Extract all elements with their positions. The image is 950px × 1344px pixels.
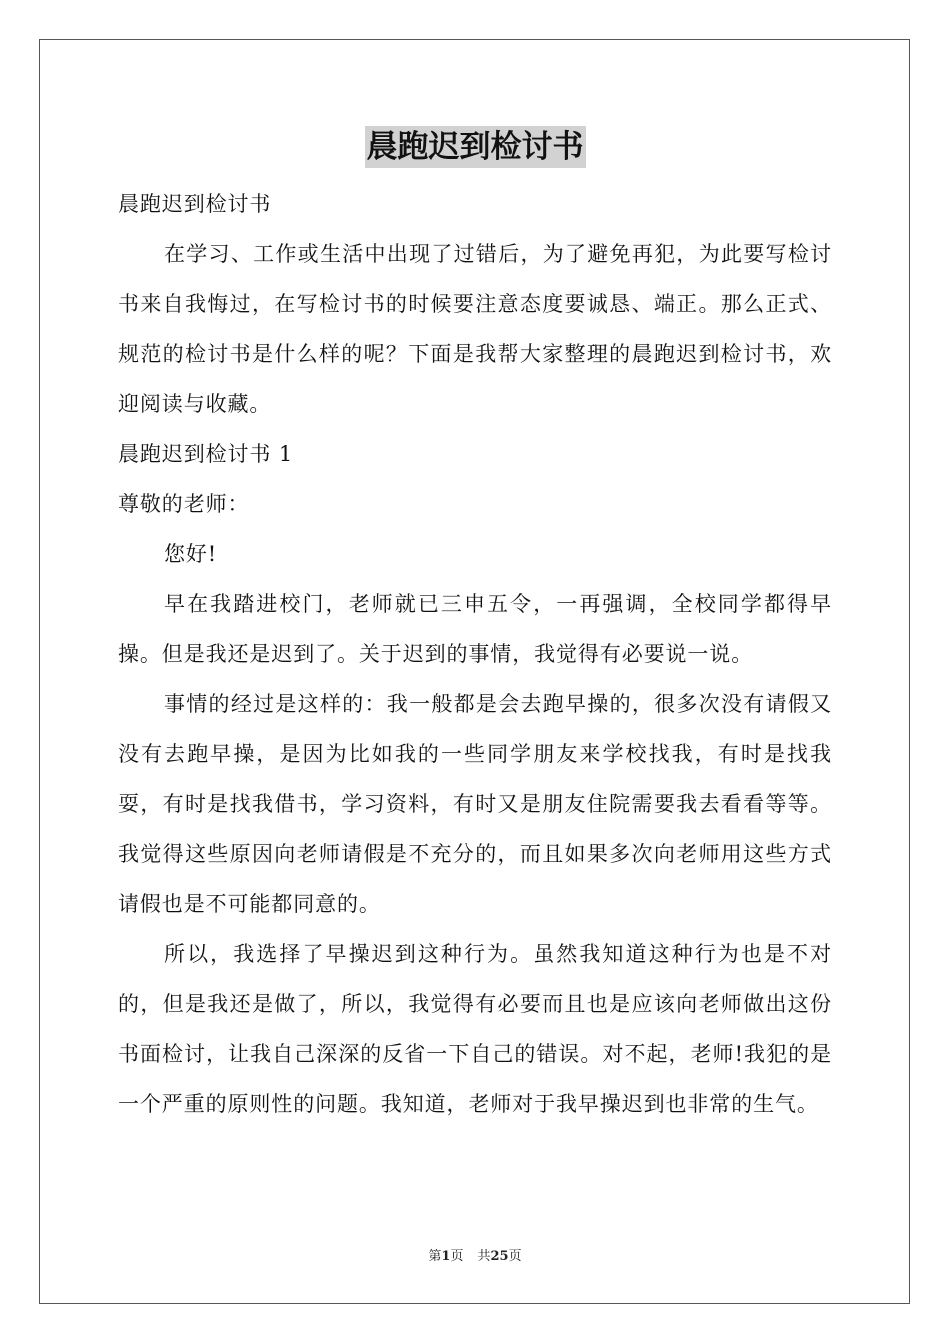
footer-total-prefix: 共 <box>477 1249 491 1264</box>
paragraph-body: 所以，我选择了早操迟到这种行为。虽然我知道这种行为也是不对的，但是我还是做了，所以，我觉得有必要而且也是应该向老师做出这份书面检讨，让我自己深深的反省一下自己的错误。对不起，老师!我犯的是一个严重的原则性的问题。我知道，老师对于我早操迟到也非常的生气。 <box>118 942 832 1116</box>
paragraph-heading: 晨跑迟到检讨书 <box>118 192 272 216</box>
paragraph-body: 早在我踏进校门，老师就已三申五令，一再强调，全校同学都得早操。但是我还是迟到了。关于迟到的事情，我觉得有必要说一说。 <box>118 592 832 666</box>
total-pages: 25 <box>490 1249 509 1264</box>
footer-prefix: 第 <box>428 1249 442 1264</box>
paragraph-intro: 在学习、工作或生活中出现了过错后，为了避免再犯，为此要写检讨书来自我悔过，在写检讨书的时候要注意态度要诚恳、端正。那么正式、规范的检讨书是什么样的呢？下面是我帮大家整理的晨跑迟到检讨书，欢迎阅读与收藏。 <box>118 242 832 416</box>
paragraph-greeting: 您好! <box>164 542 218 566</box>
page-footer <box>0 1248 950 1266</box>
document-body <box>118 179 832 1129</box>
document-title: 晨跑迟到检讨书 <box>365 126 586 168</box>
footer-page-suffix: 页 <box>450 1249 464 1264</box>
title-area <box>0 126 950 168</box>
paragraph-body: 事情的经过是这样的：我一般都是会去跑早操的，很多次没有请假又没有去跑早操，是因为比如我的一些同学朋友来学校找我，有时是找我耍，有时是找我借书，学习资料，有时又是朋友住院需要我去看看等等。我觉得这些原因向老师请假是不充分的，而且如果多次向老师用这些方式请假也是不可能都同意的。 <box>118 692 832 916</box>
footer-total-suffix: 页 <box>508 1249 522 1264</box>
paragraph-salutation: 尊敬的老师： <box>118 492 250 516</box>
page-number: 1 <box>441 1249 451 1264</box>
paragraph-section-title: 晨跑迟到检讨书 1 <box>118 442 294 466</box>
